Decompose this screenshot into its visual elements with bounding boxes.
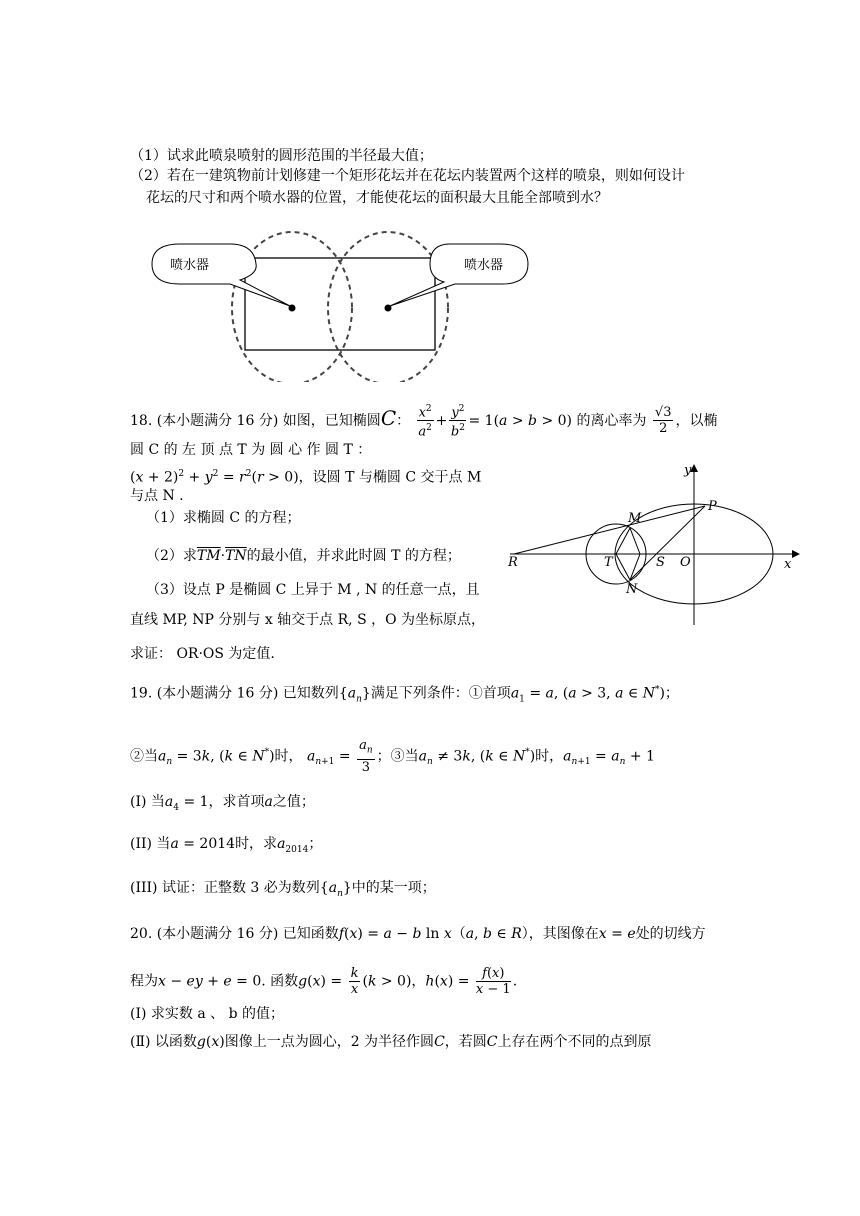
p18-line4: 与点 N . bbox=[130, 488, 184, 504]
p19-q1: (I) 当$a_4 = 1$，求首项a之值； bbox=[130, 794, 315, 813]
label-y: y bbox=[684, 463, 692, 478]
label-M: M bbox=[628, 511, 642, 526]
p18-line3: $(x + 2)^2 + y^2 = r^2(r > 0)$，设圆 T 与椭圆 C 交于点 M bbox=[130, 469, 482, 486]
p19-q3: (III) 试证：正整数 3 必为数列$\{a_n\}$中的某一项； bbox=[130, 880, 436, 899]
callout-left bbox=[152, 244, 290, 306]
callout-right bbox=[390, 244, 528, 306]
p17-q2b: 花坛的尺寸和两个喷水器的位置，才能使花坛的面积最大且能全部喷到水？ bbox=[146, 190, 608, 206]
p17-q1: （1）试求此喷泉喷射的圆形范围的半径最大值； bbox=[130, 148, 433, 164]
fountain-diagram bbox=[140, 222, 540, 382]
p18-q3b: 直线 MP, NP 分别与 x 轴交于点 R, S ，O 为坐标原点， bbox=[130, 612, 486, 628]
p20-head: 20. (本小题满分 16 分) 已知函数f(x) = a − b ln x（a, b ∈ R），其图像在x = e处的切线方 bbox=[130, 926, 706, 942]
p20-line2: 程为x − ey + e = 0. 函数g(x) = $\frac{k}{x}$ (k > 0)，h(x) = $\frac{f(x)}{x - 1}$ . bbox=[130, 966, 518, 997]
label-T: T bbox=[604, 555, 613, 570]
p20-q2: (Ⅱ) 以函数g(x)图像上一点为圆心，2 为半径作圆C，若圆C上存在两个不同的点到原 bbox=[130, 1034, 652, 1050]
p18-q1: （1）求椭圆 C 的方程； bbox=[146, 510, 301, 526]
flowerbed-rect bbox=[245, 258, 435, 350]
callout-right-text: 喷水器 bbox=[464, 257, 504, 272]
p19-conditions: ②当$a_n = 3k$, (k ∈ N*)时， $a_{n+1}$ = $\frac{a_n}{3}$ ；③当$a_n \ne 3k$, (k ∈ N*)时，$a_{n+1} = a_n + 1$ bbox=[130, 738, 655, 775]
p18-q3c: 求证： OR·OS 为定值. bbox=[130, 646, 275, 662]
p19-q2: (II) 当a = 2014时，求$a_{2014}$； bbox=[130, 836, 323, 855]
p18-line2: 圆 C 的 左 顶 点 T 为 圆 心 作 圆 T ： bbox=[130, 442, 372, 458]
p18-head: 18. (本小题满分 16 分) 如图，已知椭圆C： $\frac{x^2}{a^2}$ + $\frac{y^2}{b^2}$ = 1(a > b > 0) 的离心率为 $\frac{√3}{2}$ ，以椭 bbox=[130, 404, 718, 440]
p19-head: 19. (本小题满分 16 分) 已知数列$\{a_n\}$满足下列条件：①首项$a_1 = a$, (a > 3, a ∈ N*)； bbox=[130, 685, 679, 705]
p20-q1: (Ⅰ) 求实数 a 、 b 的值； bbox=[130, 1006, 285, 1022]
line-RP bbox=[514, 506, 705, 554]
x-axis-arrow bbox=[792, 550, 800, 558]
label-O: O bbox=[680, 555, 691, 570]
label-N: N bbox=[626, 582, 638, 597]
label-S: S bbox=[656, 555, 665, 570]
label-x: x bbox=[784, 557, 792, 572]
label-R: R bbox=[508, 555, 518, 570]
callout-left-text: 喷水器 bbox=[170, 257, 210, 272]
p18-q3: （3）设点 P 是椭圆 C 上异于 M , N 的任意一点，且 bbox=[146, 582, 480, 598]
p17-q2a: （2）若在一建筑物前计划修建一个矩形花坛并在花坛内装置两个这样的喷泉，则如何设计 bbox=[130, 168, 685, 184]
ellipse-diagram bbox=[500, 460, 810, 630]
label-P: P bbox=[708, 499, 717, 514]
p18-q2: （2）求$\overline{TM}\cdot\overline{TN}$的最小值，并求此时圆 T 的方程； bbox=[146, 548, 461, 564]
